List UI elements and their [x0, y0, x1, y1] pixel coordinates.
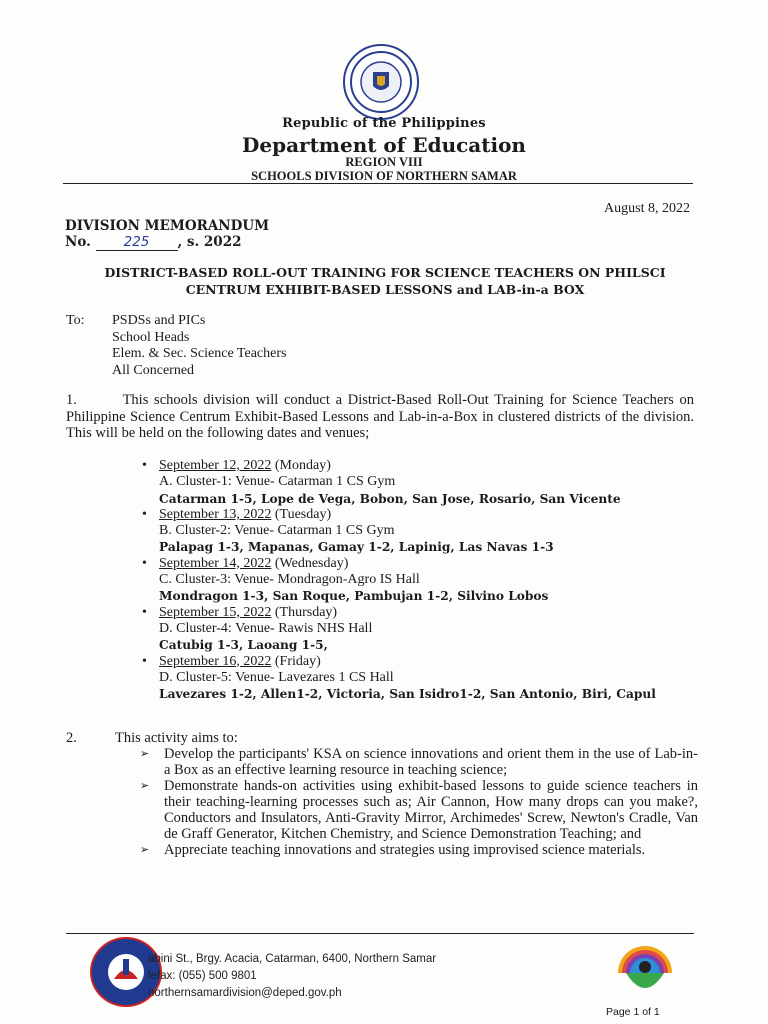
memo-number-line	[65, 234, 269, 251]
recipient-list	[112, 313, 286, 379]
to-label: To:	[66, 313, 85, 328]
schedule-date: September 16, 2022	[159, 653, 272, 669]
paragraph-2-number: 2.	[66, 730, 77, 746]
schedule-list	[142, 458, 702, 702]
schedule-item	[142, 654, 702, 703]
schedule-date: September 15, 2022	[159, 604, 272, 620]
arrow-bullet-icon: ➢	[140, 843, 150, 856]
schedule-venue: C. Cluster-3: Venue- Mondragon-Agro IS Hall	[159, 572, 420, 588]
region-heading: REGION VIII	[345, 155, 423, 169]
schedule-venue: D. Cluster-4: Venue- Rawis NHS Hall	[159, 620, 373, 636]
paragraph-2-text: This activity aims to:	[115, 730, 238, 746]
division-emblem-icon	[612, 937, 678, 1003]
schedule-day: (Monday)	[271, 458, 331, 473]
schedule-districts: Catubig 1-3, Laoang 1-5,	[159, 638, 328, 653]
aim-text: Develop the participants' KSA on science innovations and orient them in the use of Lab-in-a Box as an effective learning resource in teaching science;	[164, 746, 698, 778]
header-divider	[63, 183, 693, 184]
deped-seal-icon	[343, 44, 419, 120]
department-heading: Department of Education	[242, 133, 526, 157]
schedule-date: September 13, 2022	[159, 506, 272, 522]
bullet-icon: •	[142, 555, 147, 571]
memo-type: DIVISION MEMORANDUM	[65, 218, 270, 234]
paragraph-1	[66, 392, 694, 442]
schedule-date: September 12, 2022	[159, 458, 272, 473]
bullet-icon: •	[142, 458, 147, 473]
paragraph-1-text: This schools division will conduct a District-Based Roll-Out Training for Science Teachers on Philippine Science Centrum Exhibit-Based Lessons and Lab-in-a-Box in clustered districts of the division. This will be held on the following dates and venues;	[66, 392, 694, 441]
schedule-districts: Catarman 1-5, Lope de Vega, Bobon, San Jose, Rosario, San Vicente	[159, 491, 621, 506]
bullet-icon: •	[142, 604, 147, 620]
paragraph-1-number: 1.	[66, 392, 77, 408]
footer-contact	[148, 951, 436, 1002]
recipient: Elem. & Sec. Science Teachers	[112, 346, 287, 361]
aim-item	[138, 842, 698, 858]
aim-item	[138, 746, 698, 778]
arrow-bullet-icon: ➢	[140, 779, 150, 792]
schedule-venue: D. Cluster-5: Venue- Lavezares 1 CS Hall	[159, 669, 394, 685]
memo-title-line2: CENTRUM EXHIBIT-BASED LESSONS and LAB-in-a BOX	[185, 282, 585, 297]
schedule-date: September 14, 2022	[159, 555, 272, 571]
schedule-venue: B. Cluster-2: Venue- Catarman 1 CS Gym	[159, 523, 395, 539]
memo-series: , s. 2022	[177, 234, 242, 250]
republic-heading: Republic of the Philippines	[282, 116, 486, 131]
footer-email: northernsamardivision@deped.gov.ph	[148, 987, 342, 999]
memo-title-line1: DISTRICT-BASED ROLL-OUT TRAINING FOR SCIENCE TEACHERS ON PHILSCI	[104, 265, 666, 280]
footer-address: abini St., Brgy. Acacia, Catarman, 6400, Northern Samar	[148, 953, 437, 965]
schedule-districts: Mondragon 1-3, San Roque, Pambujan 1-2, Silvino Lobos	[159, 589, 549, 604]
schedule-item	[142, 507, 702, 556]
schedule-day: (Tuesday)	[271, 506, 332, 522]
footer-divider	[66, 933, 694, 934]
memo-block	[65, 218, 269, 251]
schedule-item	[142, 556, 702, 605]
aim-item	[138, 778, 698, 842]
schedule-day: (Wednesday)	[271, 555, 349, 571]
schedule-day: (Friday)	[271, 653, 321, 669]
bullet-icon: •	[142, 506, 147, 522]
recipient: All Concerned	[112, 362, 195, 378]
schedule-item	[142, 605, 702, 654]
memo-number: 225	[96, 234, 178, 251]
footer-telefax: lefax: (055) 500 9801	[148, 970, 257, 982]
memo-no-label: No.	[65, 234, 91, 250]
page-number: Page 1 of 1	[606, 1006, 660, 1018]
schedule-districts: Palapag 1-3, Mapanas, Gamay 1-2, Lapinig, Las Navas 1-3	[159, 540, 554, 555]
memo-title	[60, 264, 710, 298]
schedule-day: (Thursday)	[271, 604, 338, 620]
aims-list	[138, 746, 698, 858]
schedule-venue: A. Cluster-1: Venue- Catarman 1 CS Gym	[159, 474, 396, 490]
arrow-bullet-icon: ➢	[140, 747, 150, 760]
schedule-item	[142, 458, 702, 507]
recipient: School Heads	[112, 329, 190, 345]
recipient: PSDSs and PICs	[112, 313, 206, 328]
division-heading: SCHOOLS DIVISION OF NORTHERN SAMAR	[251, 169, 517, 183]
memo-date: August 8, 2022	[604, 201, 690, 216]
schedule-districts: Lavezares 1-2, Allen1-2, Victoria, San Isidro1-2, San Antonio, Biri, Capul	[159, 687, 656, 702]
aim-text: Demonstrate hands-on activities using exhibit-based lessons to guide science teachers in their teaching-learning processes such as; Air Cannon, How many drops can you make?, Conductors and Insulators, Anti-Gravity Mirror, Archimedes' Screw, Newton's Cradle, Van de Graff Generator, Kitchen Chemistry, and Science Demonstration Teaching; and	[164, 778, 698, 842]
aim-text: Appreciate teaching innovations and strategies using improvised science materials.	[164, 842, 646, 858]
bullet-icon: •	[142, 653, 147, 669]
